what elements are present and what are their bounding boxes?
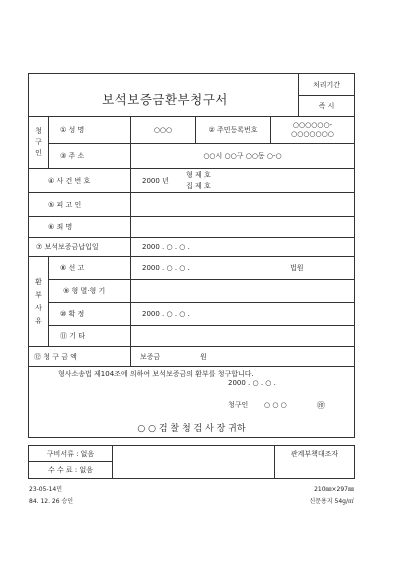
period-label: 처리기간	[312, 80, 341, 89]
finalized-date: 2000 . ○ . ○ .	[142, 310, 190, 318]
rrn-label: ② 주민등록번호	[208, 126, 258, 134]
form-title: 보석보증금환부청구서	[102, 92, 228, 107]
refund-side-char-2: 부	[35, 290, 42, 299]
refund-side-char-1: 환	[35, 277, 42, 286]
claimant-side-divider	[48, 116, 49, 168]
charge-label: ⑥ 죄 명	[48, 223, 73, 231]
other-value	[142, 326, 292, 346]
case-hyeongje: 형 제 호	[186, 170, 211, 179]
rrn-value-line-1: ○○○○○○-	[292, 121, 333, 129]
case-year: 2000 년	[142, 176, 169, 185]
payment-date-label: ⑦ 보석보증금납입일	[36, 243, 99, 251]
footer-box-bottom	[28, 478, 355, 479]
footer-box-right	[354, 445, 355, 479]
refund-side-divider	[48, 256, 49, 346]
statement-text: 형사소송법 제104조에 의하여 보석보증금의 환부를 청구합니다.	[58, 370, 254, 378]
sentence-term-label: ⑨ 형 멸·형 기	[63, 287, 106, 295]
rrn-value	[271, 117, 354, 143]
amount-suffix: 원	[200, 352, 207, 361]
paper-size: 210㎜×297㎜	[314, 485, 354, 493]
refund-side-char-3: 사	[35, 303, 42, 312]
header-left-border	[28, 73, 29, 117]
sentence-date: 2000 . ○ . ○ .	[142, 264, 190, 272]
charge-value	[131, 217, 354, 237]
approval-date: 84. 12. 26 승인	[29, 497, 74, 505]
name-label: ① 성 명	[60, 126, 85, 134]
seal-icon: ㊞	[317, 400, 325, 410]
table-right-border	[354, 116, 355, 366]
claimant-side-label	[29, 117, 48, 168]
statement-bottom-border	[28, 437, 355, 438]
form-code: 23-05-14민	[29, 485, 63, 493]
review-label: 관계부책대조자	[290, 449, 339, 458]
address-value: ○○시 ○○구 ○○동 ○-○	[203, 152, 282, 160]
statement-right-border	[354, 366, 355, 438]
case-jipje: 집 제 호	[186, 182, 211, 190]
amount-label: ⑫ 청 구 금 액	[34, 352, 77, 361]
claimant-side-char-2: 구	[35, 138, 42, 146]
refund-side-label	[29, 257, 48, 346]
payment-date-value: 2000 . ○ . ○ .	[142, 243, 190, 251]
signer-name: ○ ○ ○	[264, 401, 287, 409]
claimant-side-char-1: 청	[35, 127, 42, 135]
sentence-term-value	[142, 280, 292, 302]
sentence-court: 법원	[290, 264, 304, 272]
case-number-label: ④ 사 건 번 호	[48, 176, 91, 185]
rrn-value-line-2: ○○○○○○○	[291, 130, 334, 138]
sentence-label: ⑧ 선 고	[60, 264, 85, 272]
other-label: ⑪ 기 타	[60, 332, 85, 340]
defendant-label: ⑤ 피 고 인	[48, 200, 82, 209]
finalized-label: ⑩ 확 정	[60, 310, 85, 318]
name-value: ○○○	[153, 126, 173, 134]
amount-prefix: 보증금	[140, 352, 161, 361]
addressee: ○ ○ 검 찰 청 검 사 장 귀하	[137, 423, 246, 434]
claimant-side-char-3: 인	[35, 149, 42, 157]
footer-box-divider-1	[112, 445, 113, 479]
defendant-value	[131, 193, 354, 216]
statement-date: 2000 . ○ . ○ .	[228, 379, 276, 387]
address-label: ③ 주 소	[60, 152, 85, 160]
refund-side-char-4: 유	[35, 316, 42, 325]
fee: 수 수 료 : 없음	[47, 466, 94, 474]
required-docs: 구비서류 : 없음	[46, 449, 95, 458]
paper-type: 신문용지 54g/㎡	[309, 497, 354, 505]
period-value: 즉 시	[318, 102, 335, 110]
signer-label: 청구인	[228, 401, 249, 409]
